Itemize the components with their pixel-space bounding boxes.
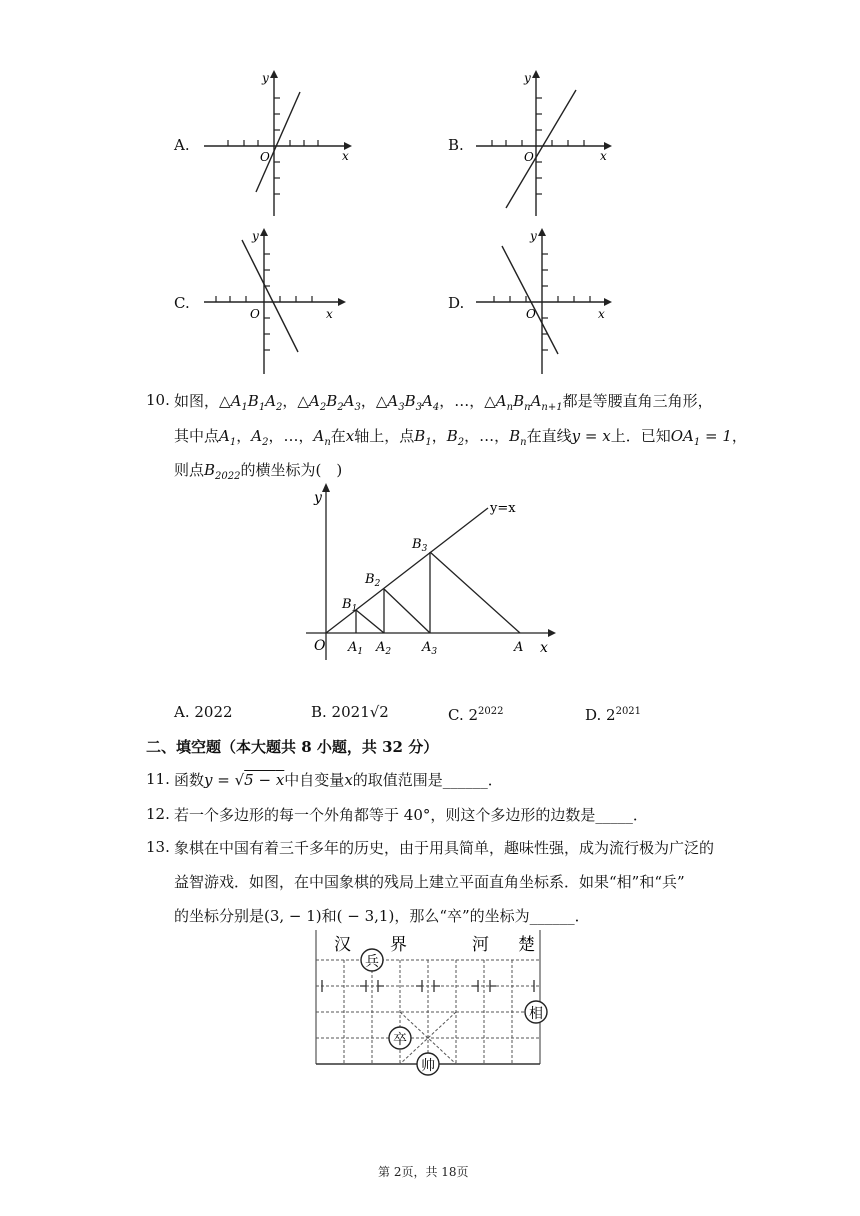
q10-line1: 如图，$\triangle A_1B_1A_2$，$\triangle A_2B_2A_3$，$\triangle A_3B_3A_4$，…，$\triangle A_nB_nA_{n+1}$都是等腰直角三角形， [174,392,713,413]
piece-zu: 卒 [393,1032,407,1048]
fig-point-a: A [514,640,524,655]
q11-text: 函数y = √5 − x中自变量x的取值范围是______． [174,771,503,789]
origin-label: O [260,150,270,164]
graph-option-a [200,68,360,218]
q13-number: 13. [146,838,170,856]
q12-number: 12. [146,805,170,823]
q13-line1: 象棋在中国有着三千多年的历史，由于用具简单，趣味性强，成为流行极为广泛的 [174,839,715,857]
fig-point-a2: $A_2$ [376,640,392,657]
piece-bing: 兵 [365,954,379,970]
fig-origin-label: O [314,638,326,654]
fig-point-a1: $A_1$ [348,640,364,657]
q10-option-c: C. $2^{2022}$ [448,706,504,724]
piece-xiang: 相 [529,1006,543,1022]
y-axis-label: y [262,71,269,85]
fig-point-b3: $B_3$ [412,537,428,554]
origin-label: O [250,307,260,321]
x-axis-label: x [326,307,333,321]
q12-text: 若一个多边形的每一个外角都等于 40°，则这个多边形的边数是_____． [174,806,648,824]
option-b-label: B. [448,136,464,154]
page-footer: 第 2页，共 18页 [378,1165,469,1179]
q10-line2: 其中点$A_1$，$A_2$，…，$A_n$在x轴上，点$B_1$，$B_2$，…，$B_n$在直线y = x上．已知$OA_1 = 1$， [174,427,747,448]
q11-number: 11. [146,770,170,788]
graph-option-d [472,226,632,376]
y-axis-label: y [252,229,259,243]
x-axis-label: x [342,149,349,163]
piece-shuai: 帅 [421,1058,435,1074]
origin-label: O [526,307,536,321]
river-char-4: 楚 [518,935,535,955]
q10-option-d: D. $2^{2021}$ [585,706,642,724]
y-axis-label: y [524,71,531,85]
x-axis-label: x [600,149,607,163]
q13-line3: 的坐标分别是(3, − 1)和( − 3,1)，那么“卒”的坐标为______． [174,907,590,925]
fig-line-label: y=x [490,501,516,516]
option-d-label: D. [448,294,465,312]
q10-line3: 则点$B_{2022}$的横坐标为( ) [174,461,343,482]
q10-option-a: A. 2022 [174,703,233,721]
river-char-2: 界 [390,935,407,955]
option-c-label: C. [174,294,190,312]
section-title: 二、填空题（本大题共 8 小题，共 32 分） [146,738,439,756]
y-axis-label: y [530,229,537,243]
graph-option-b [472,68,632,218]
fig-point-b1: $B_1$ [342,597,358,614]
q10-number: 10. [146,391,170,409]
fig-point-b2: $B_2$ [365,572,381,589]
fig-y-label: y [314,490,322,506]
q10-figure [296,476,566,666]
q13-line2: 益智游戏．如图，在中国象棋的残局上建立平面直角坐标系．如果“相”和“兵” [174,873,685,891]
q10-option-b: B. 2021√2 [311,703,389,721]
fig-x-label: x [540,640,548,656]
river-char-1: 汉 [334,935,351,955]
river-char-3: 河 [472,935,489,955]
option-a-label: A. [174,136,190,154]
origin-label: O [524,150,534,164]
chess-board [306,930,552,1082]
fig-point-a3: $A_3$ [422,640,438,657]
x-axis-label: x [598,307,605,321]
graph-option-c [200,226,360,376]
